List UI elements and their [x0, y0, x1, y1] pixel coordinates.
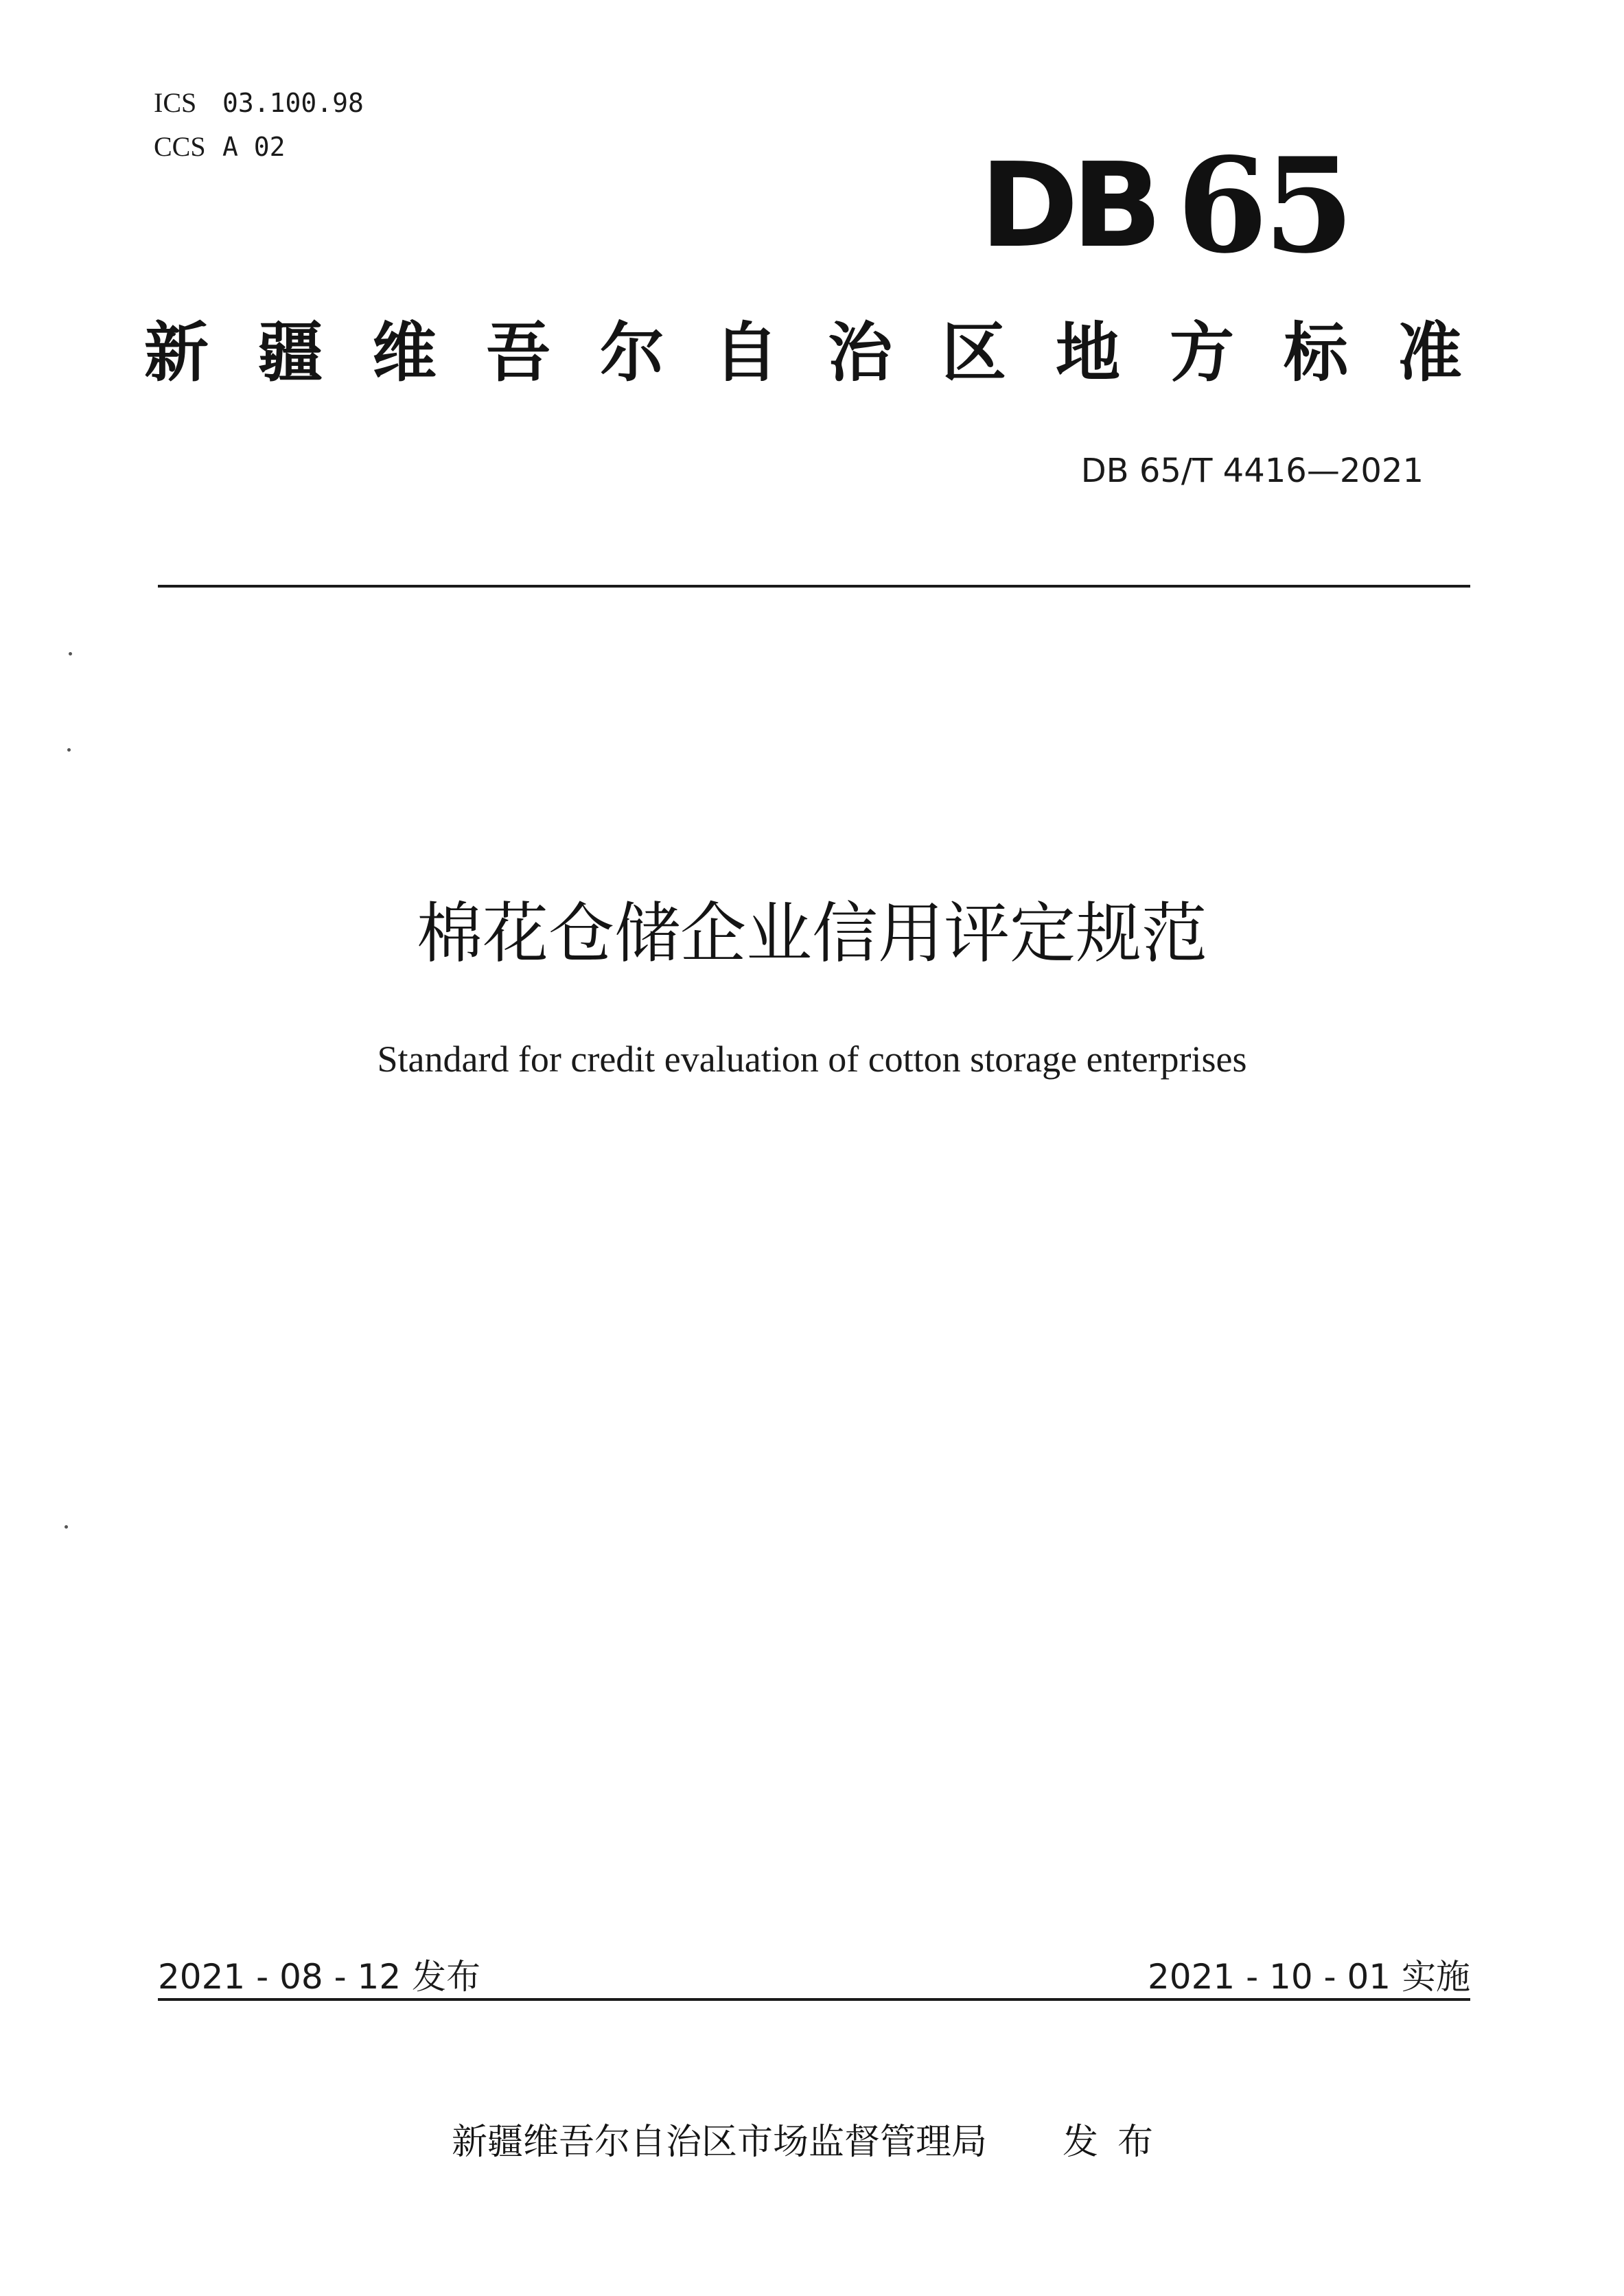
issue-date: 2021 - 08 - 12 发布	[158, 1957, 481, 1997]
publisher-line	[0, 2118, 1624, 2166]
scan-speck	[65, 1525, 68, 1529]
ics-code: 03.100.98	[222, 88, 364, 118]
ccs-label: CCS	[154, 131, 206, 162]
document-title-chinese: 棉花仓储企业信用评定规范	[417, 895, 1207, 972]
implementation-date: 2021 - 10 - 01 实施	[1147, 1957, 1470, 1997]
logo-number: 65	[1176, 129, 1351, 282]
publisher-name: 新疆维吾尔自治区市场监督管理局	[451, 2122, 987, 2163]
scan-speck	[67, 748, 71, 752]
publisher-action: 发布	[1063, 2122, 1173, 2163]
document-title-english: Standard for credit evaluation of cotton storage enterprises	[377, 1039, 1247, 1080]
classification-codes	[154, 81, 364, 169]
standard-number: DB 65/T 4416—2021	[1080, 452, 1424, 490]
scan-speck	[69, 652, 72, 656]
standard-type-heading: 新疆维吾尔自治区地方标准	[144, 316, 1462, 391]
ics-label: ICS	[154, 87, 197, 118]
bottom-divider	[158, 1998, 1470, 2001]
top-divider	[158, 585, 1470, 588]
ics-row	[154, 81, 364, 125]
ccs-code: A 02	[222, 132, 286, 162]
db65-logo	[979, 129, 1351, 282]
logo-prefix: DB	[979, 138, 1156, 274]
ccs-row	[154, 125, 364, 169]
